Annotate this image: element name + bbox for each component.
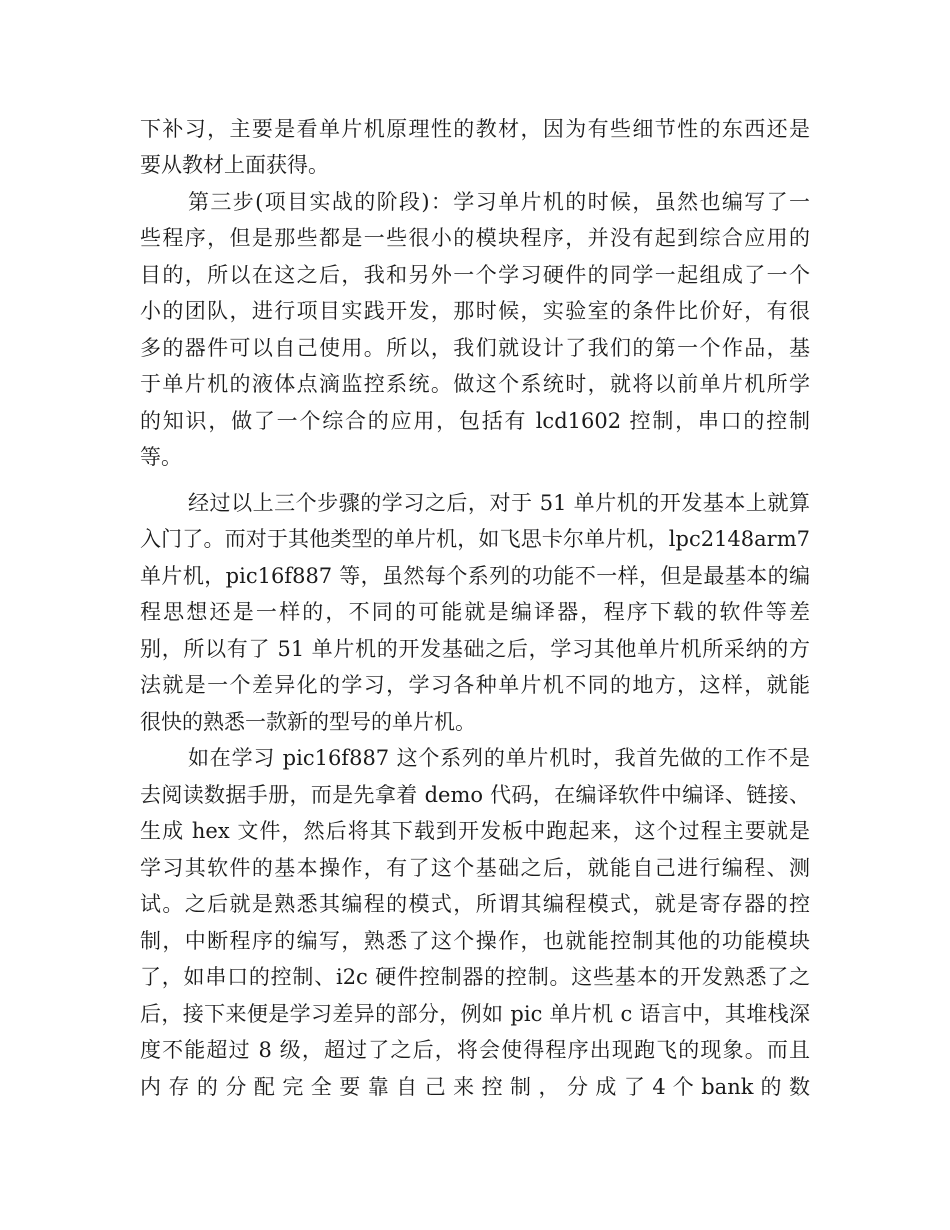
text-line: 别，所以有了 51 单片机的开发基础之后，学习其他单片机所采纳的方 <box>140 637 810 661</box>
text-line: 的知识，做了一个综合的应用，包括有 lcd1602 控制，串口的控制 <box>140 409 810 433</box>
text-line: 内 存 的 分 配 完 全 要 靠 自 己 来 控 制 ， 分 成 了 4 个 bank 的 数 <box>140 1075 810 1099</box>
text-line: 如在学习 pic16f887 这个系列的单片机时，我首先做的工作不是 <box>188 746 810 770</box>
text-line: 第三步(项目实战的阶段)：学习单片机的时候，虽然也编写了一 <box>188 190 810 214</box>
text-line: 后，接下来便是学习差异的部分，例如 pic 单片机 c 语言中，其堆栈深 <box>140 1002 810 1026</box>
text-line: 下补习，主要是看单片机原理性的教材，因为有些细节性的东西还是 <box>140 117 810 141</box>
text-line: 法就是一个差异化的学习，学习各种单片机不同的地方，这样，就能 <box>140 673 810 697</box>
text-line: 很快的熟悉一款新的型号的单片机。 <box>140 710 476 734</box>
text-line: 些程序，但是那些都是一些很小的模块程序，并没有起到综合应用的 <box>140 226 810 250</box>
text-line: 目的，所以在这之后，我和另外一个学习硬件的同学一起组成了一个 <box>140 263 810 287</box>
text-line: 制，中断程序的编写，熟悉了这个操作，也就能控制其他的功能模块 <box>140 929 810 953</box>
text-line: 生成 hex 文件，然后将其下载到开发板中跑起来，这个过程主要就是 <box>140 819 810 843</box>
text-line: 去阅读数据手册，而是先拿着 demo 代码，在编译软件中编译、链接、 <box>140 783 810 807</box>
text-line: 小的团队，进行项目实践开发，那时候，实验室的条件比价好，有很 <box>140 299 810 323</box>
text-line: 度不能超过 8 级，超过了之后，将会使得程序出现跑飞的现象。而且 <box>140 1038 810 1062</box>
text-line: 试。之后就是熟悉其编程的模式，所谓其编程模式，就是寄存器的控 <box>140 892 810 916</box>
text-line: 等。 <box>140 445 182 469</box>
text-line: 经过以上三个步骤的学习之后，对于 51 单片机的开发基本上就算 <box>188 491 810 515</box>
text-line: 多的器件可以自己使用。所以，我们就设计了我们的第一个作品，基 <box>140 336 810 360</box>
text-line: 入门了。而对于其他类型的单片机，如飞思卡尔单片机，lpc2148arm7 <box>140 527 810 551</box>
text-line: 于单片机的液体点滴监控系统。做这个系统时，就将以前单片机所学 <box>140 372 810 396</box>
text-line: 单片机，pic16f887 等，虽然每个系列的功能不一样，但是最基本的编 <box>140 564 810 588</box>
text-line: 了，如串口的控制、i2c 硬件控制器的控制。这些基本的开发熟悉了之 <box>140 965 810 989</box>
text-line: 学习其软件的基本操作，有了这个基础之后，就能自己进行编程、测 <box>140 856 810 880</box>
text-line: 程思想还是一样的，不同的可能就是编译器，程序下载的软件等差 <box>140 600 810 624</box>
text-line: 要从教材上面获得。 <box>140 153 329 177</box>
